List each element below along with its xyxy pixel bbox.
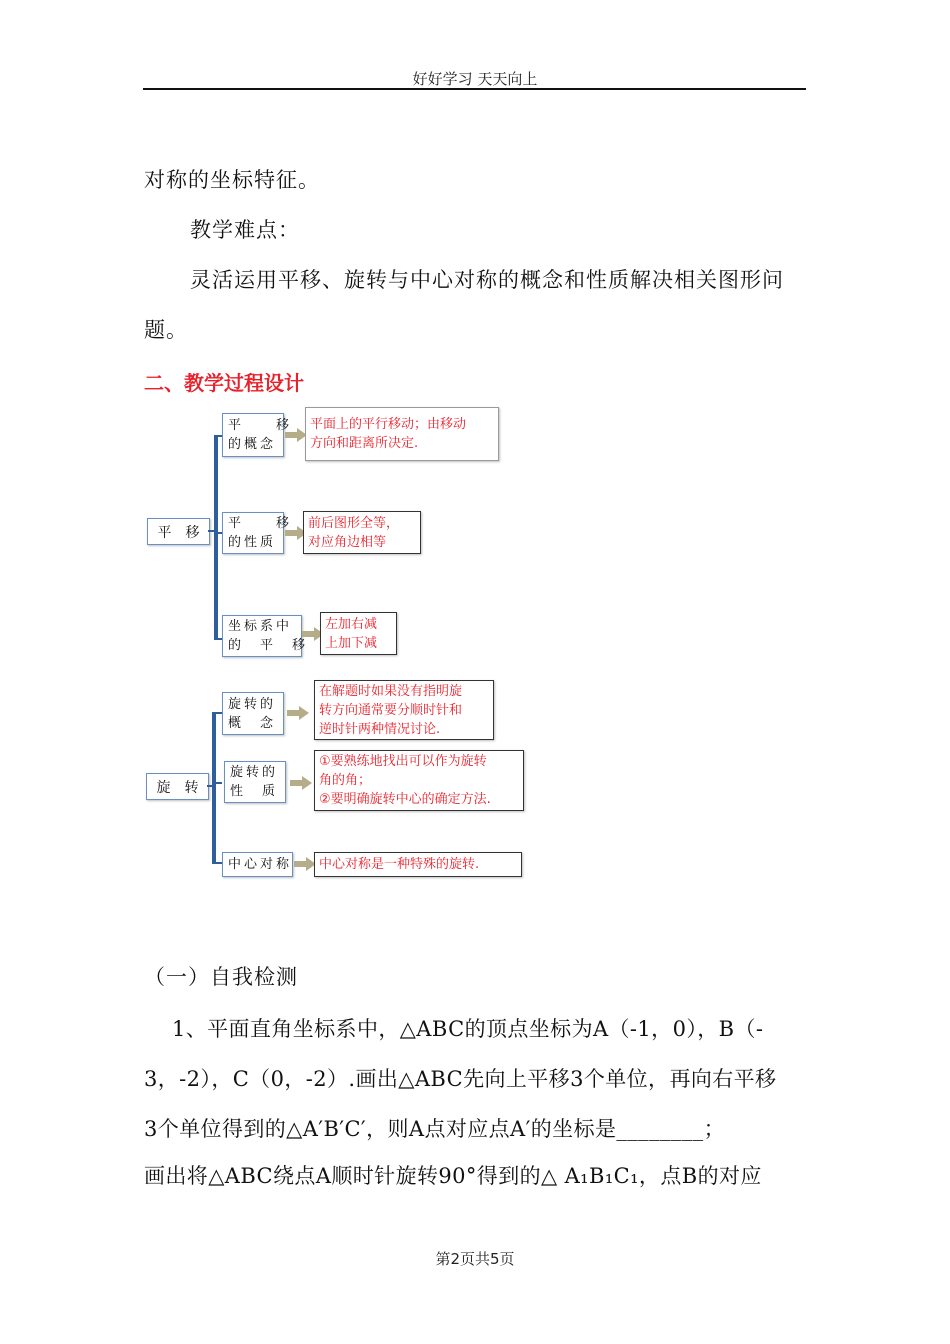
difficulty-label: 教学难点： [190, 218, 300, 242]
central-symmetry-desc: 中心对称是一种特殊的旋转. [314, 852, 522, 877]
section-title: 二、教学过程设计 [144, 371, 304, 395]
difficulty-text: 灵活运用平移、旋转与中心对称的概念和性质解决相关图形问 [190, 268, 784, 292]
connector [214, 782, 222, 784]
diagram-root-translation: 平 移 [147, 518, 210, 545]
concept-desc: 平面上的平行移动；由移动 方向和距离所决定. [305, 407, 499, 461]
coordinate-desc: 左加右减 上加下减 [320, 612, 397, 655]
arrow-right-icon [290, 776, 312, 790]
page-header-title: 好好学习 天天向上 [412, 70, 538, 88]
connector [214, 712, 222, 714]
question-line: 3个单位得到的△A′B′C′，则A点对应点A′的坐标是________； [144, 1117, 725, 1141]
central-symmetry-node: 中心对称 [222, 852, 293, 877]
header-divider [143, 88, 806, 90]
arrow-right-icon [285, 428, 307, 442]
rotation-property-node: 旋转的 性 质 [224, 761, 286, 803]
difficulty-text-cont: 题。 [144, 318, 188, 342]
rotation-property-desc: ①要熟练地找出可以作为旋转 角的角； ②要明确旋转中心的确定方法. [314, 750, 524, 811]
bracket-line [214, 435, 218, 640]
subsection-title: （一）自我检测 [144, 965, 298, 989]
bracket-line [212, 712, 216, 864]
question-line: 画出将△ABC绕点A顺时针旋转90°得到的△ A₁B₁C₁，点B的对应 [144, 1164, 762, 1188]
rotation-concept-node: 旋转的 概 念 [222, 692, 284, 735]
arrow-right-icon [287, 706, 309, 720]
coordinate-node: 坐标系中 的 平 移 [222, 615, 302, 657]
arrow-right-icon [294, 857, 316, 871]
property-node: 平 移 的性质 [222, 512, 284, 554]
rotation-concept-desc: 在解题时如果没有指明旋 转方向通常要分顺时针和 逆时针两种情况讨论. [314, 680, 494, 740]
property-desc: 前后图形全等， 对应角边相等 [303, 511, 421, 554]
page-number: 第2页共5页 [435, 1250, 515, 1268]
question-line: 3，-2），C（0，-2）.画出△ABC先向上平移3个单位，再向右平移 [144, 1067, 777, 1091]
connector [214, 862, 222, 864]
paragraph-line: 对称的坐标特征。 [144, 168, 320, 192]
diagram-root-rotation: 旋 转 [146, 773, 209, 800]
concept-node: 平 移 的概念 [222, 413, 284, 457]
question-line: 1、平面直角坐标系中，△ABC的顶点坐标为A（-1，0），B（- [172, 1017, 764, 1041]
